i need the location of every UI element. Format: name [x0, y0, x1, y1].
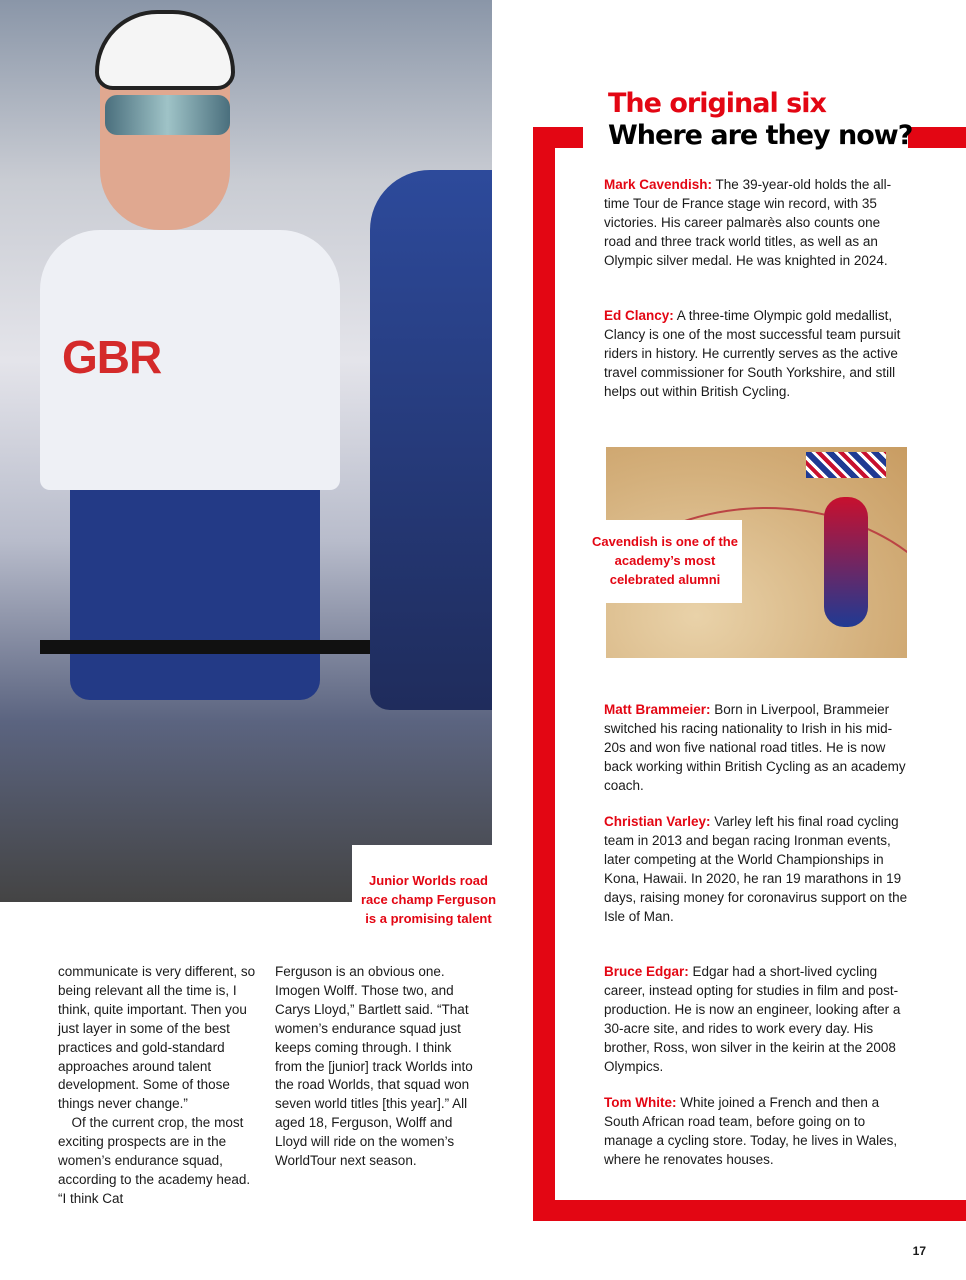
entry-text: Varley left his final road cycling team in 2013 and began racing Ironman events, later competing at the World Championships in Kona, Hawaii. In 2020, he ran 19 marathons in 19 days, raising money for coronavirus support on the Isle of Man. [604, 814, 908, 924]
frame-top-right-bar [908, 127, 966, 148]
sidebar-title: The original six [608, 88, 826, 119]
ferguson-photo [0, 0, 492, 902]
entry-text: White joined a French and then a South African road team, before going on to manage a cycling store. Today, he lives in Wales, where he renovates houses. [604, 1095, 898, 1167]
jersey-gbr-text: GBR [62, 331, 162, 383]
entry-name: Matt Brammeier: [604, 702, 711, 717]
page-number: 17 [912, 1244, 926, 1258]
entry-text: Edgar had a short-lived cycling career, instead opting for studies in film and post-production. He is now an engineer, looking after a 30-acre site, and rides to work every day. His brother, Ross, won silver in the keirin at the 2008 Olympics. [604, 964, 901, 1074]
entry-clancy [604, 307, 909, 402]
entry-white [604, 1094, 909, 1170]
entry-text: Born in Liverpool, Brammeier switched his racing nationality to Irish in his mid-20s and won five national road titles. He is now back working within British Cycling as an academy coach. [604, 702, 906, 793]
cavendish-caption: Cavendish is one of the academy’s most celebrated alumni [588, 520, 742, 603]
entry-cavendish [604, 176, 909, 271]
entry-name: Ed Clancy: [604, 308, 674, 323]
sunglasses [105, 95, 230, 135]
sidebar-subtitle: Where are they now? [608, 120, 913, 151]
helmet [95, 10, 235, 90]
entry-edgar [604, 963, 909, 1076]
frame-top-left-bar [533, 127, 583, 148]
body-column-2: Ferguson is an obvious one. Imogen Wolff. Those two, and Carys Lloyd,” Bartlett said. “That women’s endurance squad just keeps coming through. I think from the [junior] track Worlds into the road Worlds, that squad won seven world titles [this year].” All aged 18, Ferguson, Wolff and Lloyd will ride on the women’s WorldTour next season. [275, 964, 473, 1169]
cyclist [824, 497, 868, 627]
entry-text: The 39-year-old holds the all-time Tour de France stage win record, with 35 victories. His career palmarès also counts one road and three track world titles, as well as an Olympic silver medal. He was knighted in 2024. [604, 177, 892, 268]
entry-name: Tom White: [604, 1095, 677, 1110]
photo-caption: Junior Worlds road race champ Ferguson is a promising talent [352, 845, 505, 930]
union-flag [806, 452, 886, 478]
entry-brammeier [604, 701, 909, 796]
body-column-1: communicate is very different, so being relevant all the time is, I think, quite important. Then you just layer in some of the best practices and gold-standard approaches around talent development. Some of those things never change.” Of the current crop, the most exciting prospects are in the women’s endurance squad, according to the academy head. “I think Cat [58, 964, 256, 1206]
bike-handlebar [40, 640, 370, 900]
second-rider [370, 170, 492, 710]
entry-name: Mark Cavendish: [604, 177, 713, 192]
entry-varley [604, 813, 909, 926]
entry-name: Christian Varley: [604, 814, 711, 829]
frame-left-bar [533, 127, 555, 1221]
entry-name: Bruce Edgar: [604, 964, 689, 979]
frame-bottom-bar [533, 1200, 966, 1221]
entry-text: A three-time Olympic gold medallist, Clancy is one of the most successful team pursuit riders in history. He currently serves as the active travel commissioner for South Yorkshire, and still helps out within British Cycling. [604, 308, 901, 399]
